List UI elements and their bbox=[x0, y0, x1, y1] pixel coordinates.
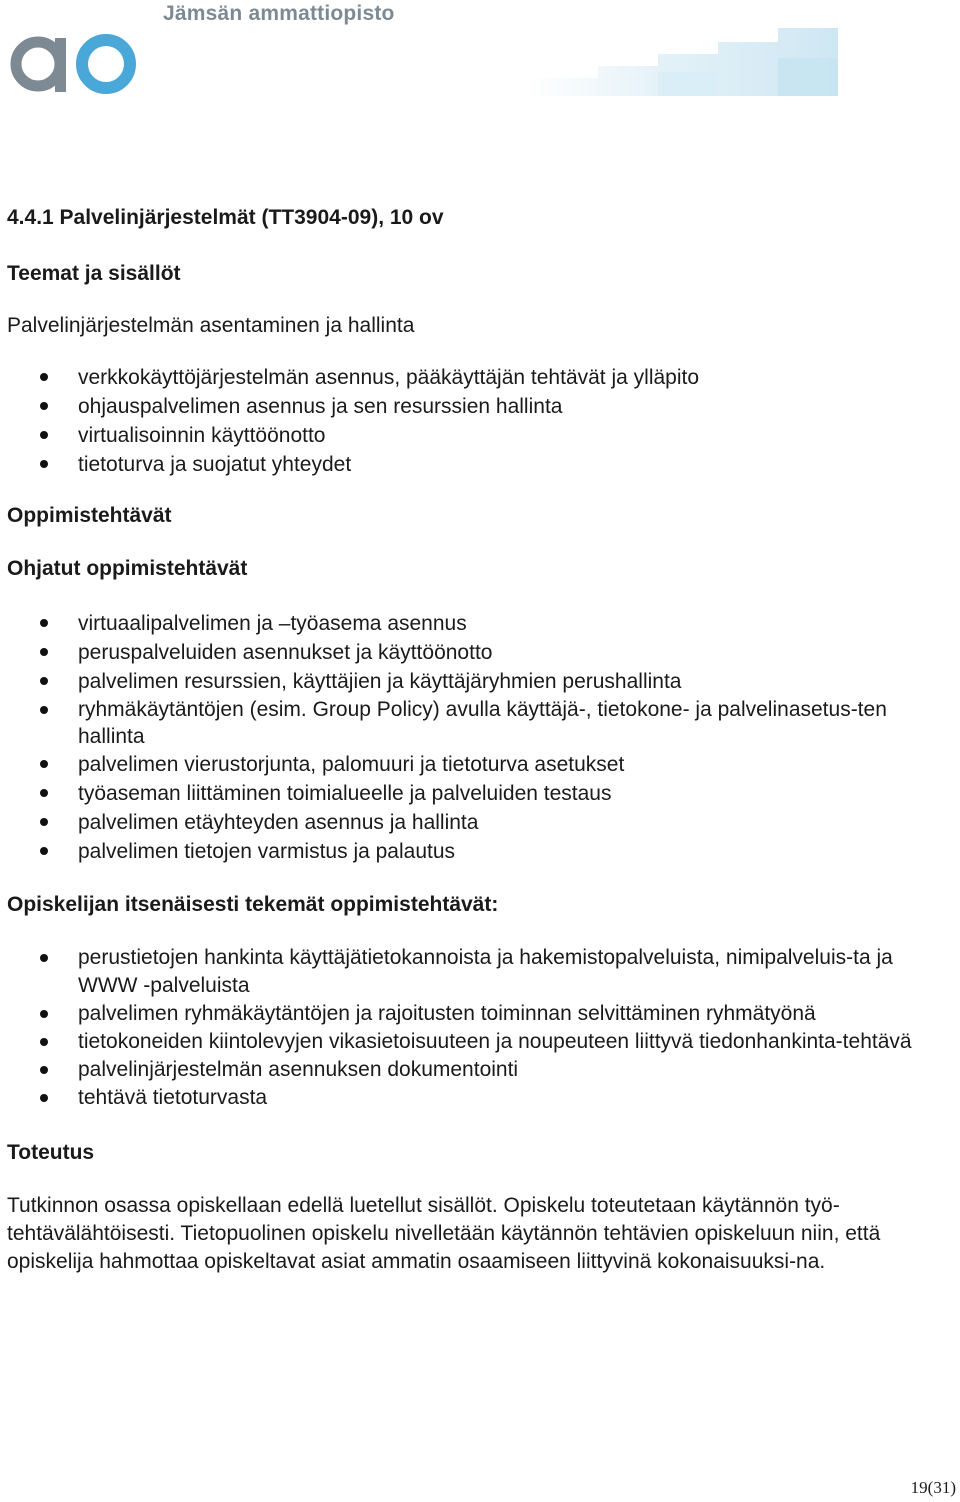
implementation-paragraph: Tutkinnon osassa opiskellaan edellä luetellut sisällöt. Opiskelu toteutetaan käytännön työ-tehtävälähtöisesti. Tietopuolinen opiskelu nivelletään käytännön tehtävien opiskeluun niin, että opiskelija hahmottaa opiskeltavat asiat ammatin osaamiseen liittyvinä kokonaisuuksi-na. bbox=[7, 1194, 881, 1273]
page-header bbox=[0, 0, 960, 110]
document-body bbox=[7, 203, 953, 1276]
bullet-icon bbox=[40, 402, 48, 410]
bullet-icon bbox=[40, 1066, 48, 1074]
ao-logo-mark bbox=[6, 10, 142, 100]
page-number: 19(31) bbox=[910, 1478, 956, 1497]
list-item: perustietojen hankinta käyttäjätietokannoista ja hakemistopalveluista, nimipalveluis-ta ja WWW -palveluista bbox=[7, 944, 953, 1000]
bullet-icon bbox=[40, 847, 48, 855]
list-item: verkkokäyttöjärjestelmän asennus, pääkäyttäjän tehtävät ja ylläpito bbox=[7, 363, 953, 392]
themes-intro: Palvelinjärjestelmän asentaminen ja hallinta bbox=[7, 314, 415, 337]
list-item: palvelimen resurssien, käyttäjien ja käyttäjäryhmien perushallinta bbox=[7, 667, 953, 696]
list-item: tehtävä tietoturvasta bbox=[7, 1084, 953, 1112]
bullet-icon bbox=[40, 619, 48, 627]
bullet-icon bbox=[40, 706, 48, 714]
list-item: palvelimen vierustorjunta, palomuuri ja tietoturva asetukset bbox=[7, 750, 953, 779]
bullet-icon bbox=[40, 460, 48, 468]
bullet-icon bbox=[40, 789, 48, 797]
bullet-icon bbox=[40, 648, 48, 656]
themes-heading: Teemat ja sisällöt bbox=[7, 262, 181, 285]
logo-name: Jämsän ammattiopisto bbox=[163, 2, 395, 25]
tasks-heading: Oppimistehtävät bbox=[7, 504, 172, 527]
list-item: tietokoneiden kiintolevyjen vikasietoisuuteen ja noupeuteen liittyvä tiedonhankinta-tehtävä bbox=[7, 1028, 953, 1056]
themes-list bbox=[7, 363, 953, 479]
header-decoration bbox=[528, 28, 842, 96]
list-item: palvelimen ryhmäkäytäntöjen ja rajoitusten toiminnan selvittäminen ryhmätyönä bbox=[7, 1000, 953, 1028]
implementation-heading: Toteutus bbox=[7, 1141, 95, 1164]
list-item: ryhmäkäytäntöjen (esim. Group Policy) avulla käyttäjä-, tietokone- ja palvelinasetus-ten hallinta bbox=[7, 696, 953, 750]
bullet-icon bbox=[40, 1010, 48, 1018]
guided-tasks-heading: Ohjatut oppimistehtävät bbox=[7, 557, 248, 580]
bullet-icon bbox=[40, 373, 48, 381]
list-item: peruspalveluiden asennukset ja käyttöönotto bbox=[7, 638, 953, 667]
guided-tasks-list bbox=[7, 609, 953, 866]
list-item: virtuaalipalvelimen ja –työasema asennus bbox=[7, 609, 953, 638]
bullet-icon bbox=[40, 1094, 48, 1102]
bullet-icon bbox=[40, 431, 48, 439]
bullet-icon bbox=[40, 677, 48, 685]
bullet-icon bbox=[40, 760, 48, 768]
bullet-icon bbox=[40, 818, 48, 826]
bullet-icon bbox=[40, 1038, 48, 1046]
list-item: palvelimen etäyhteyden asennus ja hallinta bbox=[7, 808, 953, 837]
section-title: 4.4.1 Palvelinjärjestelmät (TT3904-09), 10 ov bbox=[7, 206, 444, 229]
list-item: työaseman liittäminen toimialueelle ja palveluiden testaus bbox=[7, 779, 953, 808]
list-item: virtualisoinnin käyttöönotto bbox=[7, 421, 953, 450]
independent-tasks-list bbox=[7, 944, 953, 1112]
independent-tasks-heading: Opiskelijan itsenäisesti tekemät oppimistehtävät: bbox=[7, 893, 499, 916]
list-item: tietoturva ja suojatut yhteydet bbox=[7, 450, 953, 479]
bullet-icon bbox=[40, 954, 48, 962]
list-item: palvelinjärjestelmän asennuksen dokumentointi bbox=[7, 1056, 953, 1084]
list-item: palvelimen tietojen varmistus ja palautus bbox=[7, 837, 953, 866]
list-item: ohjauspalvelimen asennus ja sen resurssien hallinta bbox=[7, 392, 953, 421]
